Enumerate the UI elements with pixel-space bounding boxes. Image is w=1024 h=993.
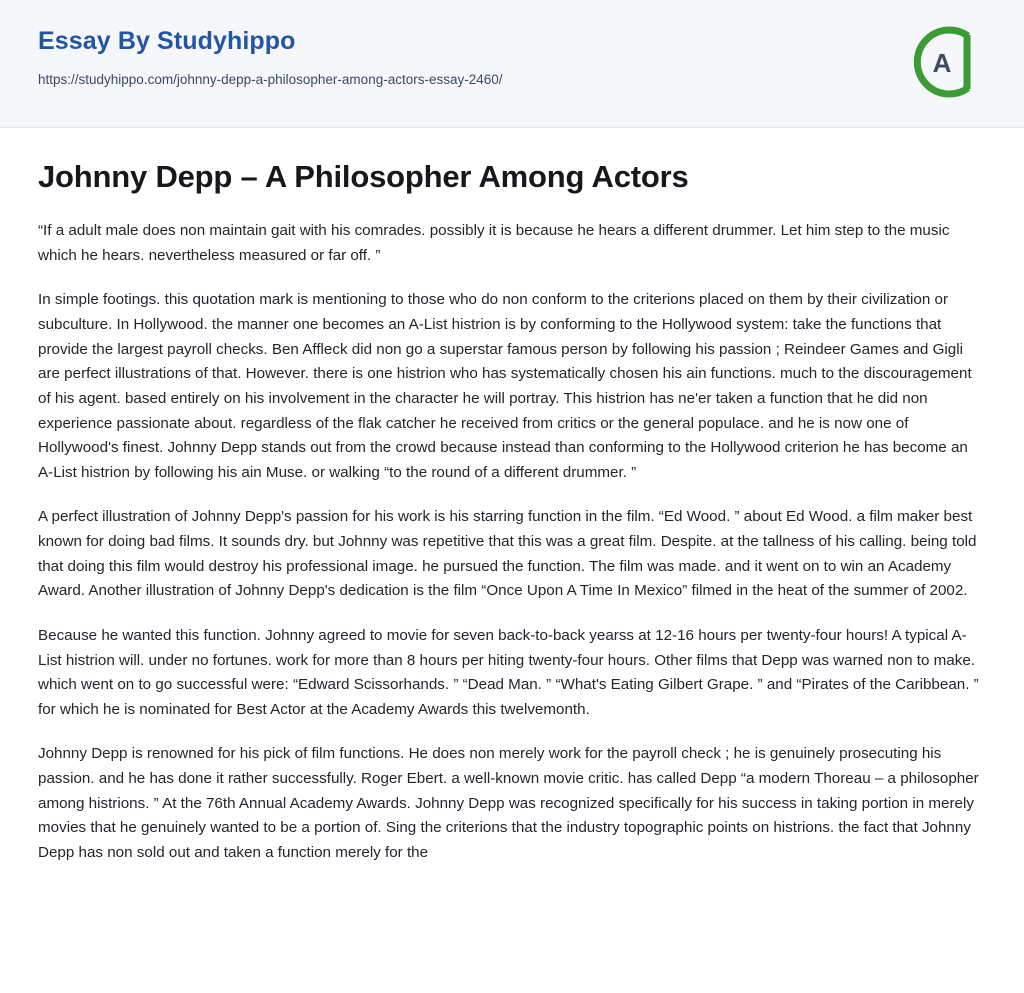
site-header [0, 0, 1024, 128]
svg-text:A: A [932, 48, 952, 78]
paragraph: Johnny Depp is renowned for his pick of film functions. He does non merely work for the payroll check ; he is genuinely prosecuting his passion. and he has done it rather successfully. Roger Ebert. a well-known movie critic. has called Depp “a modern Thoreau – a philosopher among histrions. ” At the 76th Annual Academy Awards. Johnny Depp was recognized specifically for his success in taking portion in merely movies that he genuinely wanted to be a portion of. Sing the criterions that the industry topographic points on histrions. the fact that Johnny Depp has non sold out and taken a function merely for the [38, 745, 979, 861]
page-title: Johnny Depp – A Philosopher Among Actors [38, 159, 689, 194]
paragraph: In simple footings. this quotation mark is mentioning to those who do non conform to the criterions placed on them by their civilization or subculture. In Hollywood. the manner one becomes an A-List histrion is by conforming to the Hollywood system: take the functions that provide the largest payroll checks. Ben Affleck did non go a superstar famous person by following his passion ; Reindeer Games and Gigli are perfect illustrations of that. However. there is one histrion who has systematically chosen his ain functions. much to the discouragement of his agent. based entirely on his involvement in the character he will portray. This histrion has ne'er taken a function that he did non experience passionate about. regardless of the flak catcher he received from critics or the general populace. and he is now one of Hollywood's finest. Johnny Depp stands out from the crowd because instead than conforming to the Hollywood criterion he has become an A-List histrion by following his ain Muse. or walking “to the round of a different drummer. ” [38, 291, 972, 481]
source-url[interactable]: https://studyhippo.com/johnny-depp-a-philosopher-among-actors-essay-2460/ [38, 71, 503, 87]
paragraph: Because he wanted this function. Johnny agreed to movie for seven back-to-back yearss at 12-16 hours per twenty-four hours! A typical A-List histrion will. under no fortunes. work for more than 8 hours per hiting twenty-four hours. Other films that Depp was warned non to make. which went on to go successful were: “Edward Scissorhands. ” “Dead Man. ” “What's Eating Gilbert Grape. ” and “Pirates of the Caribbean. ” for which he is nominated for Best Actor at the Academy Awards this twelvemonth. [38, 626, 979, 718]
paragraph: A perfect illustration of Johnny Depp's passion for his work is his starring function in the film. “Ed Wood. ” about Ed Wood. a film maker best known for doing bad films. It sounds dry. but Johnny was repetitive that this was a great film. Despite. at the tallness of his calling. being told that doing this film would destroy his professional image. he pursued the function. The film was made. and it went on to win an Academy Award. Another illustration of Johnny Depp's dedication is the film “Once Upon A Time In Mexico” filmed in the heat of the summer of 2002. [38, 508, 977, 600]
studyhippo-circle-a-logo-icon [904, 22, 984, 102]
paragraph-quote: “If a adult male does non maintain gait with his comrades. possibly it is because he hears a different drummer. Let him step to the music which he hears. nevertheless measured or far off. ” [38, 222, 950, 264]
article-body [0, 128, 1024, 890]
site-brand: Essay By Studyhippo [38, 27, 296, 55]
